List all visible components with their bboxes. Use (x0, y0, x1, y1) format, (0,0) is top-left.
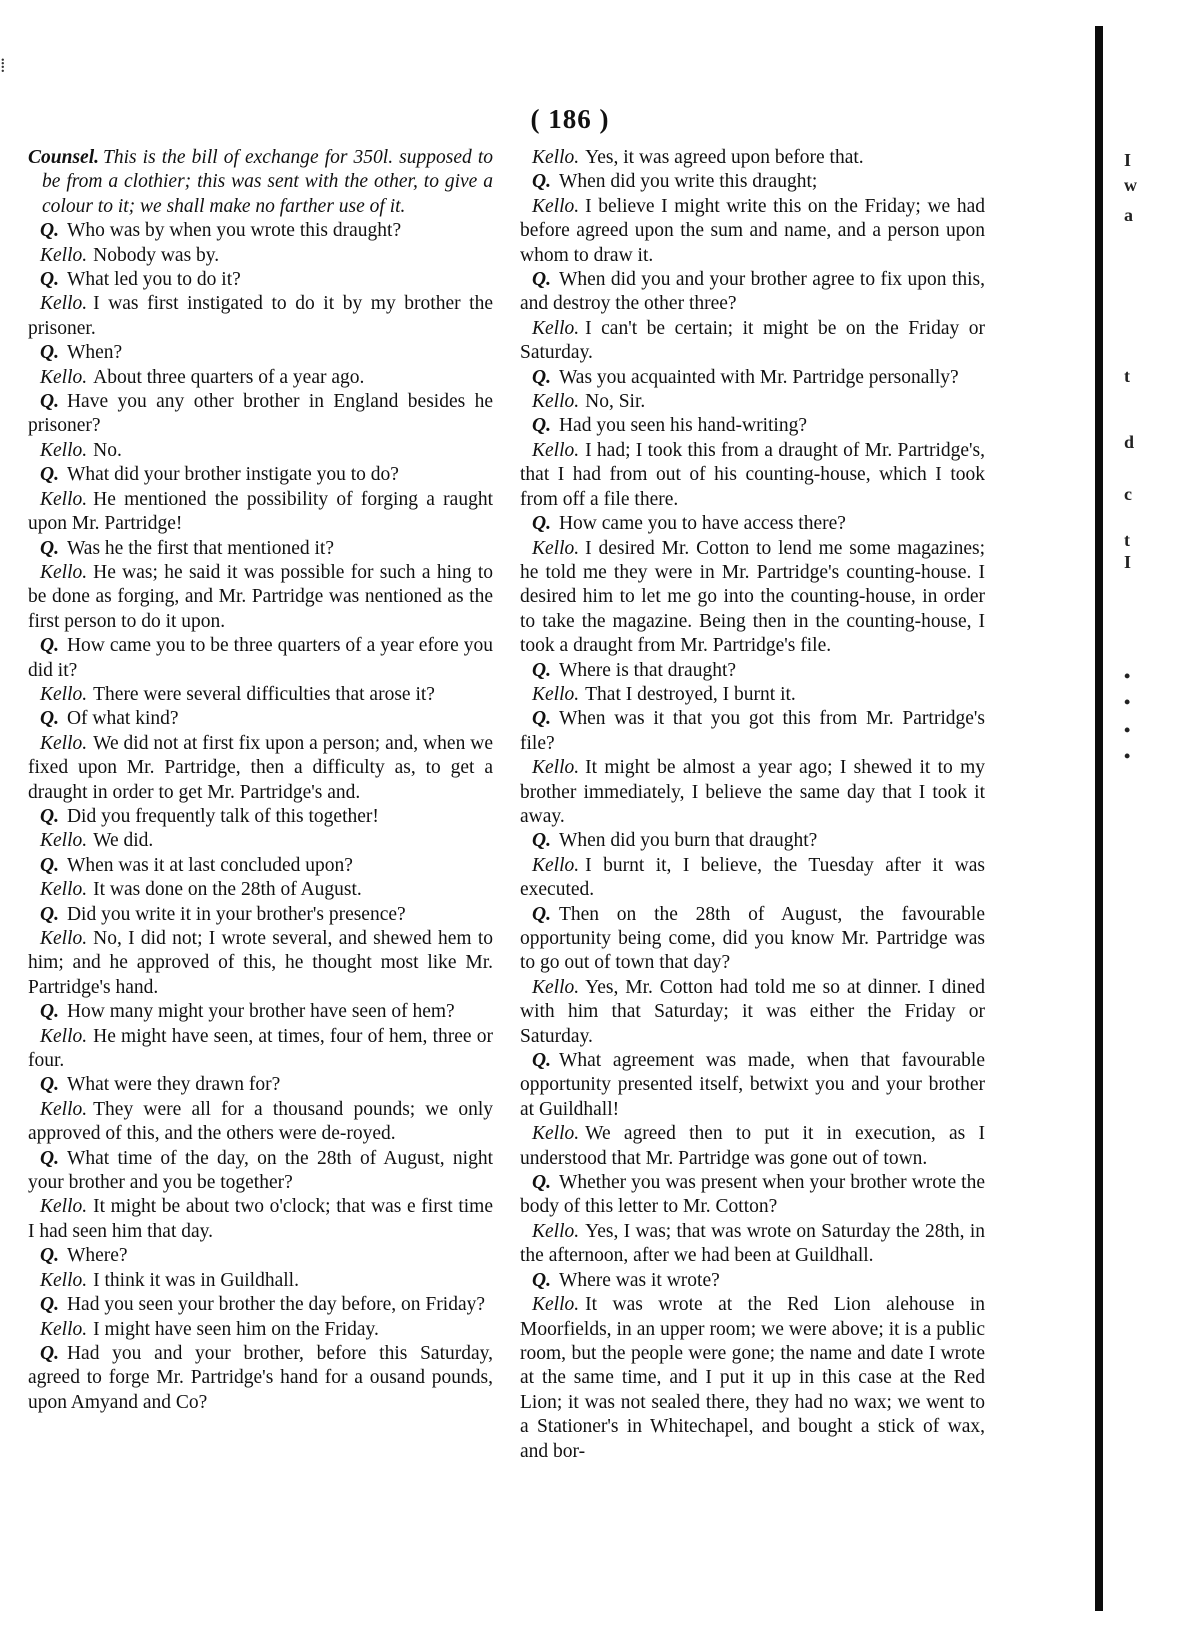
dialogue-text: I believe I might write this on the Friday; we had before agreed upon the sum and name, and a person upon whom to draw it. (520, 195, 985, 266)
dialogue-paragraph (28, 707, 493, 731)
speaker-label: Kello. (532, 1123, 580, 1145)
dialogue-text: I burnt it, I believe, the Tuesday after it was executed. (520, 854, 985, 901)
dialogue-text: Did you frequently talk of this together! (66, 805, 379, 827)
dialogue-text: Who was by when you wrote this draught? (66, 220, 402, 242)
dialogue-text: Whether you was present when your brother wrote the body of this letter to Mr. Cotton? (520, 1172, 985, 1218)
dialogue-text: It was wrote at the Red Lion alehouse in Moorfields, in an upper room; we were above; it is a public room, but the people were gone; the name and date I wrote at the same time, and I put it up in this case at the Red Lion; it was not sealed there, they had no wax; we went to a Stationer's in Whitechapel, and bought a stick of wax, and bor- (520, 1294, 985, 1462)
speaker-label: Q. (40, 1001, 59, 1023)
dialogue-paragraph (28, 1073, 493, 1097)
dialogue-text: Yes, Mr. Cotton had told me so at dinner. I dined with him that Saturday; it was either the Friday or Saturday. (520, 976, 985, 1047)
dialogue-text: He might have seen, at times, four of hem, three or four. (28, 1025, 493, 1072)
margin-fragment: a (1124, 205, 1133, 225)
dialogue-text: I was first instigated to do it by my brother the prisoner. (28, 293, 493, 339)
dialogue-paragraph (520, 170, 985, 194)
speaker-label: Q. (40, 903, 59, 925)
margin-fragment: w (1124, 175, 1137, 195)
dialogue-text: When did you and your brother agree to fix upon this, and destroy the other three? (520, 269, 985, 315)
speaker-label: Kello. (532, 537, 580, 559)
dialogue-paragraph (28, 537, 493, 561)
dialogue-text: What time of the day, on the 28th of August, night your brother and you be together? (28, 1147, 493, 1194)
speaker-label: Kello. (40, 366, 88, 388)
dialogue-paragraph (28, 219, 493, 243)
dialogue-paragraph (28, 292, 493, 341)
dialogue-paragraph (520, 1122, 985, 1171)
speaker-label: Kello. (40, 1098, 88, 1120)
dialogue-paragraph (28, 903, 493, 927)
speaker-label: Q. (532, 1050, 551, 1072)
dialogue-paragraph (28, 854, 493, 878)
speaker-label: Q. (532, 366, 551, 388)
speaker-label: Q. (532, 415, 551, 437)
dialogue-paragraph (520, 366, 985, 390)
dialogue-paragraph (28, 1195, 493, 1244)
dialogue-paragraph (28, 561, 493, 634)
dialogue-paragraph (28, 1244, 493, 1268)
margin-fragment: • (1124, 746, 1131, 766)
dialogue-paragraph (28, 683, 493, 707)
speaker-label: Kello. (532, 757, 580, 779)
speaker-label: Kello. (532, 439, 580, 461)
dialogue-text: Yes, it was agreed upon before that. (585, 147, 864, 168)
margin-fragment: c (1124, 484, 1132, 504)
dialogue-text: Where is that draught? (558, 659, 737, 681)
dialogue-text: What did your brother instigate you to do? (66, 464, 399, 486)
dialogue-paragraph (28, 390, 493, 439)
dialogue-paragraph (520, 512, 985, 536)
dialogue-text: Was you acquainted with Mr. Partridge personally? (558, 366, 959, 388)
speaker-label: Kello. (40, 244, 88, 266)
dialogue-text: I had; I took this from a draught of Mr. Partridge's, that I had from out of his counting-house, which I took from off a file there. (520, 439, 985, 510)
page-number: ( 186 ) (530, 104, 610, 134)
dialogue-text: When did you write this draught; (558, 171, 818, 193)
speaker-label: Kello. (40, 732, 88, 754)
dialogue-text: When? (66, 342, 123, 364)
speaker-label: Q. (40, 464, 59, 486)
dialogue-text: Where was it wrote? (558, 1269, 720, 1291)
speaker-label: Kello. (532, 1294, 580, 1316)
dialogue-text: This is the bill of exchange for 350l. supposed to be from a clothier; this was sent with the other, to give a colour to it; we shall make no farther use of it. (42, 147, 493, 217)
dialogue-text: When was it at last concluded upon? (66, 854, 353, 876)
speaker-label: Kello. (532, 1220, 580, 1242)
dialogue-text: No, Sir. (585, 391, 646, 413)
dialogue-paragraph (28, 805, 493, 829)
dialogue-paragraph (520, 829, 985, 853)
dialogue-text: I might have seen him on the Friday. (93, 1318, 379, 1340)
dialogue-paragraph (28, 878, 493, 902)
dialogue-paragraph (28, 1269, 493, 1293)
dialogue-paragraph (28, 244, 493, 268)
speaker-label: Kello. (532, 683, 580, 705)
speaker-label: Q. (40, 708, 59, 730)
dialogue-text: We did. (93, 830, 154, 852)
dialogue-paragraph (28, 488, 493, 537)
dialogue-text: How came you to have access there? (558, 513, 846, 535)
dialogue-paragraph (520, 195, 985, 268)
speaker-label: Q. (532, 513, 551, 535)
speaker-label: Q. (532, 903, 551, 925)
dialogue-paragraph (520, 659, 985, 683)
dialogue-paragraph (28, 634, 493, 683)
dialogue-text: I can't be certain; it might be on the Friday or Saturday. (520, 317, 985, 364)
dialogue-text: Then on the 28th of August, the favourable opportunity being come, did you know Mr. Partridge was to go out of town that day? (520, 903, 985, 974)
dialogue-text: Nobody was by. (93, 244, 220, 266)
speaker-label: Kello. (40, 293, 88, 315)
dialogue-text: We did not at first fix upon a person; and, when we fixed upon Mr. Partridge, then a difficulty as, to get a draught in order to get Mr. Partridge's and. (28, 732, 493, 803)
speaker-label: Kello. (40, 439, 88, 461)
dialogue-paragraph (28, 1342, 493, 1415)
speaker-label: Kello. (532, 976, 580, 998)
speaker-label: Counsel. (28, 147, 99, 168)
margin-fragment: I (1124, 150, 1132, 170)
speaker-label: Q. (532, 1269, 551, 1291)
dialogue-text: I desired Mr. Cotton to lend me some magazines; he told me they were in Mr. Partridge's counting-house. I desired him to let me go into the counting-house, in order to take the magazine. Being then in the counting-house, I took a draught from Mr. Partridge's file. (520, 537, 985, 657)
dialogue-text: It might be about two o'clock; that was e first time I had seen him that day. (28, 1196, 493, 1242)
dialogue-text: That I destroyed, I burnt it. (585, 683, 796, 705)
dialogue-paragraph (28, 1293, 493, 1317)
speaker-label: Q. (40, 1245, 59, 1267)
speaker-label: Kello. (532, 391, 580, 413)
dialogue-text: Of what kind? (66, 708, 179, 730)
speaker-label: Q. (40, 220, 59, 242)
dialogue-paragraph (520, 707, 985, 756)
dialogue-paragraph (520, 1049, 985, 1122)
margin-fragment: • (1124, 720, 1131, 740)
dialogue-text: Had you seen your brother the day before, on Friday? (66, 1294, 485, 1316)
dialogue-paragraph (520, 903, 985, 976)
dialogue-text: How many might your brother have seen of hem? (66, 1001, 455, 1023)
dialogue-text: When was it that you got this from Mr. Partridge's file? (520, 708, 985, 754)
dialogue-paragraph (28, 927, 493, 1000)
dialogue-text: We agreed then to put it in execution, as I understood that Mr. Partridge was gone out of town. (520, 1123, 985, 1169)
dialogue-paragraph (520, 976, 985, 1049)
margin-fragment: t (1124, 530, 1130, 550)
dialogue-text: I think it was in Guildhall. (93, 1269, 299, 1291)
dialogue-text: It might be almost a year ago; I shewed it to my brother immediately, I believe the same day that I took it away. (520, 757, 985, 827)
dialogue-text: When did you burn that draught? (558, 830, 818, 852)
dialogue-text: What led you to do it? (66, 269, 241, 291)
dialogue-paragraph (28, 829, 493, 853)
dialogue-text: There were several difficulties that arose it? (93, 683, 435, 705)
dialogue-text: How came you to be three quarters of a year efore you did it? (28, 635, 493, 681)
dialogue-paragraph (28, 732, 493, 805)
speaker-label: Q. (40, 1342, 59, 1364)
speaker-label: Kello. (532, 147, 580, 168)
dialogue-paragraph (28, 1000, 493, 1024)
dialogue-paragraph (28, 146, 493, 219)
dialogue-text: He mentioned the possibility of forging a raught upon Mr. Partridge! (28, 488, 493, 535)
margin-fragment: t (1124, 366, 1130, 386)
scan-edge-marks: ⁞ (0, 55, 6, 77)
dialogue-paragraph (520, 146, 985, 170)
speaker-label: Kello. (532, 317, 580, 339)
dialogue-paragraph (520, 317, 985, 366)
dialogue-text: They were all for a thousand pounds; we only approved of this, and the others were de-royed. (28, 1098, 493, 1145)
speaker-label: Q. (40, 1074, 59, 1096)
speaker-label: Kello. (40, 1196, 88, 1218)
dialogue-paragraph (520, 683, 985, 707)
speaker-label: Kello. (532, 854, 580, 876)
dialogue-paragraph (520, 390, 985, 414)
speaker-label: Kello. (532, 195, 580, 217)
dialogue-text: He was; he said it was possible for such a hing to be done as forging, and Mr. Partridge was nentioned as the first person to do it upon. (28, 561, 493, 632)
dialogue-paragraph (28, 366, 493, 390)
dialogue-text: Have you any other brother in England besides he prisoner? (28, 391, 493, 437)
dialogue-text: Did you write it in your brother's presence? (66, 903, 406, 925)
dialogue-paragraph (520, 1220, 985, 1269)
dialogue-text: What were they drawn for? (66, 1074, 281, 1096)
speaker-label: Q. (40, 635, 59, 657)
speaker-label: Kello. (40, 561, 88, 583)
dialogue-paragraph (520, 1171, 985, 1220)
dialogue-paragraph (28, 439, 493, 463)
speaker-label: Q. (532, 269, 551, 291)
dialogue-paragraph (520, 756, 985, 829)
dialogue-text: Had you and your brother, before this Saturday, agreed to forge Mr. Partridge's hand for a ousand pounds, upon Amyand and Co? (28, 1342, 493, 1413)
dialogue-text: Was he the first that mentioned it? (66, 537, 334, 559)
speaker-label: Q. (40, 391, 59, 413)
dialogue-text: It was done on the 28th of August. (93, 879, 362, 901)
speaker-label: Kello. (40, 1318, 88, 1340)
speaker-label: Q. (40, 854, 59, 876)
dialogue-paragraph (520, 537, 985, 659)
margin-fragment: d (1124, 432, 1135, 452)
dialogue-paragraph (28, 268, 493, 292)
page-edge-rule (1095, 26, 1103, 1611)
speaker-label: Q. (532, 830, 551, 852)
dialogue-text: No. (93, 439, 122, 461)
margin-fragment: • (1124, 692, 1131, 712)
speaker-label: Kello. (40, 1269, 88, 1291)
speaker-label: Kello. (40, 1025, 88, 1047)
speaker-label: Q. (532, 659, 551, 681)
speaker-label: Kello. (40, 683, 88, 705)
dialogue-text: Where? (66, 1245, 128, 1267)
margin-fragment: • (1124, 666, 1131, 686)
left-column (28, 146, 493, 1415)
dialogue-text: No, I did not; I wrote several, and shewed hem to him; and he approved of this, he thought most like Mr. Partridge's hand. (28, 928, 493, 998)
dialogue-paragraph (520, 1293, 985, 1464)
speaker-label: Q. (40, 342, 59, 364)
speaker-label: Q. (40, 1147, 59, 1169)
dialogue-paragraph (520, 414, 985, 438)
speaker-label: Q. (40, 1294, 59, 1316)
speaker-label: Q. (40, 537, 59, 559)
speaker-label: Q. (532, 708, 551, 730)
speaker-label: Kello. (40, 879, 88, 901)
dialogue-paragraph (520, 854, 985, 903)
dialogue-paragraph (28, 1098, 493, 1147)
speaker-label: Q. (40, 269, 59, 291)
right-column (520, 146, 985, 1464)
dialogue-paragraph (520, 439, 985, 512)
speaker-label: Q. (532, 171, 551, 193)
dialogue-paragraph (520, 1269, 985, 1293)
speaker-label: Kello. (40, 830, 88, 852)
dialogue-paragraph (28, 463, 493, 487)
speaker-label: Q. (532, 1172, 551, 1194)
dialogue-text: Yes, I was; that was wrote on Saturday the 28th, in the afternoon, after we had been at Guildhall. (520, 1220, 985, 1267)
speaker-label: Kello. (40, 928, 88, 949)
dialogue-paragraph (520, 268, 985, 317)
speaker-label: Q. (40, 805, 59, 827)
dialogue-paragraph (28, 341, 493, 365)
speaker-label: Kello. (40, 488, 88, 510)
dialogue-text: Had you seen his hand-writing? (558, 415, 807, 437)
dialogue-text: About three quarters of a year ago. (93, 366, 365, 388)
margin-fragment: I (1124, 552, 1132, 572)
dialogue-text: What agreement was made, when that favourable opportunity presented itself, betwixt you and your brother at Guildhall! (520, 1050, 985, 1120)
dialogue-paragraph (28, 1025, 493, 1074)
dialogue-paragraph (28, 1318, 493, 1342)
dialogue-paragraph (28, 1147, 493, 1196)
